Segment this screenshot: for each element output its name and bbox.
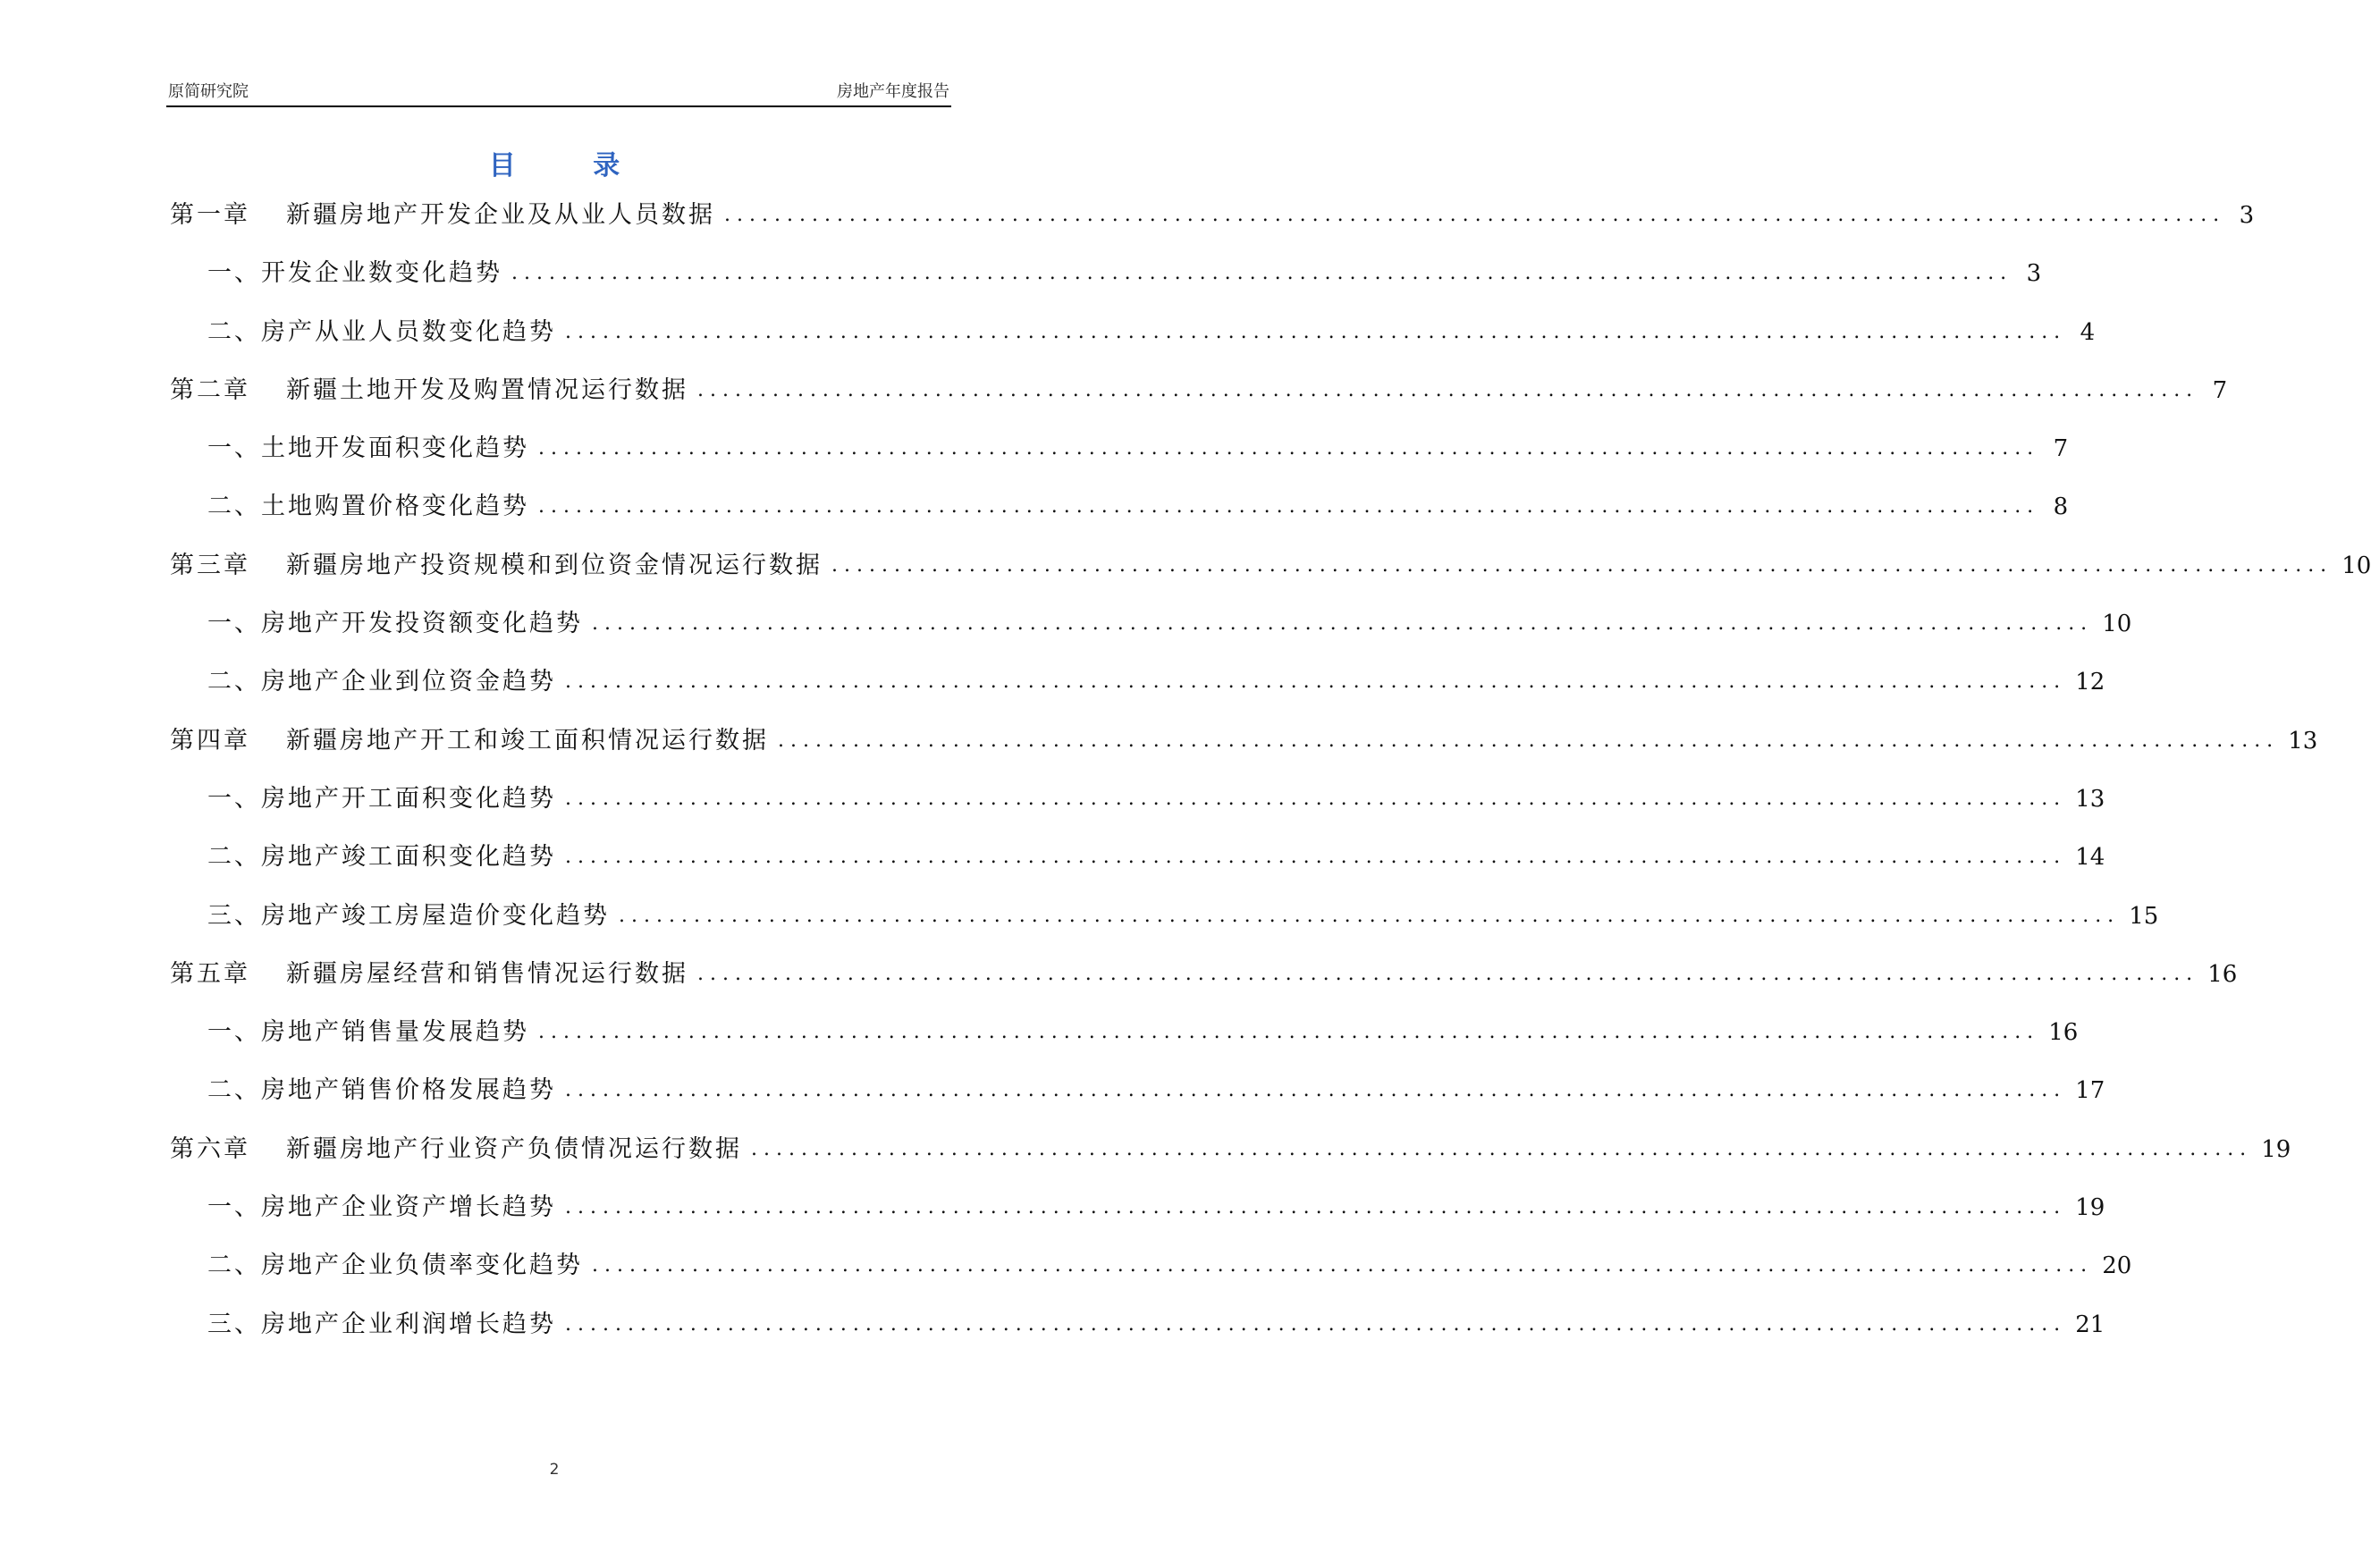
toc-dot-leader: ........................................................................................................................ bbox=[697, 378, 2199, 401]
toc-chapter-number: 第一章 bbox=[170, 201, 250, 229]
toc-entry-title: 一、开发企业数变化趋势 bbox=[207, 259, 502, 288]
header-org-name: 原简研究院 bbox=[168, 82, 249, 101]
toc-page-number: 15 bbox=[2129, 902, 2159, 930]
toc-dot-leader: ........................................................................................................................ bbox=[565, 787, 2067, 810]
toc-dot-leader: ........................................................................................................................ bbox=[751, 1137, 2253, 1160]
toc-chapter-entry[interactable] bbox=[170, 198, 2255, 257]
toc-entry-title: 三、房地产竣工房屋造价变化趋势 bbox=[207, 901, 610, 930]
toc-dot-leader: ........................................................................................................................ bbox=[565, 670, 2067, 694]
toc-entry-title: 三、房地产企业利润增长趋势 bbox=[207, 1310, 556, 1338]
toc-entry-label bbox=[207, 490, 529, 524]
toc-dot-leader: ........................................................................................................................ bbox=[831, 553, 2333, 577]
toc-section-entry[interactable] bbox=[170, 1191, 2105, 1249]
toc-entry-title: 一、房地产销售量发展趋势 bbox=[207, 1018, 529, 1047]
toc-section-entry[interactable] bbox=[170, 1249, 2132, 1307]
toc-dot-leader: ........................................................................................................................ bbox=[538, 495, 2040, 518]
toc-chapter-number: 第四章 bbox=[170, 726, 250, 754]
toc-entry-label bbox=[170, 549, 823, 583]
toc-page-number: 19 bbox=[2261, 1135, 2291, 1163]
toc-entry-label bbox=[170, 724, 769, 758]
toc-dot-leader: ........................................................................................................................ bbox=[619, 904, 2121, 927]
toc-page-number: 20 bbox=[2102, 1252, 2132, 1280]
toc-section-entry[interactable] bbox=[170, 490, 2069, 548]
toc-entry-title: 二、房地产竣工面积变化趋势 bbox=[207, 843, 556, 872]
toc-entry-label bbox=[207, 665, 556, 699]
toc-chapter-number: 第三章 bbox=[170, 551, 250, 579]
toc-page-number: 16 bbox=[2207, 960, 2238, 988]
toc-page-number: 14 bbox=[2075, 844, 2105, 872]
toc-chapter-entry[interactable] bbox=[170, 549, 2371, 607]
toc-entry-title: 新疆房地产行业资产负债情况运行数据 bbox=[286, 1134, 742, 1163]
toc-entry-title: 新疆房屋经营和销售情况运行数据 bbox=[286, 959, 688, 988]
toc-entry-label bbox=[207, 1191, 556, 1225]
page-number: 2 bbox=[549, 1461, 560, 1479]
toc-entry-label bbox=[207, 782, 556, 816]
toc-page-number: 3 bbox=[2239, 202, 2255, 229]
toc-dot-leader: ........................................................................................................................ bbox=[565, 1312, 2067, 1336]
toc-chapter-entry[interactable] bbox=[170, 1133, 2291, 1191]
toc-page-number: 16 bbox=[2048, 1019, 2079, 1047]
toc-entry-title: 新疆房地产投资规模和到位资金情况运行数据 bbox=[286, 551, 823, 579]
page-header bbox=[166, 75, 951, 107]
toc-entry-label bbox=[207, 1074, 556, 1108]
toc-dot-leader: ........................................................................................................................ bbox=[565, 1079, 2067, 1102]
header-report-name: 房地产年度报告 bbox=[837, 82, 949, 101]
toc-entry-label bbox=[207, 1016, 529, 1050]
toc-chapter-entry[interactable] bbox=[170, 724, 2318, 782]
toc-page-number: 10 bbox=[2102, 611, 2132, 638]
toc-section-entry[interactable] bbox=[170, 432, 2069, 490]
toc-page-number: 13 bbox=[2288, 727, 2318, 754]
toc-page-number: 7 bbox=[2212, 376, 2228, 404]
toc-entry-label bbox=[207, 1249, 583, 1283]
toc-page-number: 21 bbox=[2075, 1311, 2105, 1338]
toc-dot-leader: ........................................................................................................................ bbox=[565, 320, 2067, 343]
toc-entry-label bbox=[207, 432, 529, 466]
toc-entry-title: 一、房地产企业资产增长趋势 bbox=[207, 1193, 556, 1222]
toc-dot-leader: ........................................................................................................................ bbox=[538, 437, 2040, 460]
toc-dot-leader: ........................................................................................................................ bbox=[778, 729, 2280, 752]
toc-entry-label bbox=[207, 607, 583, 641]
toc-section-entry[interactable] bbox=[170, 1308, 2105, 1366]
toc-section-entry[interactable] bbox=[170, 257, 2042, 315]
toc-section-entry[interactable] bbox=[170, 1016, 2079, 1074]
toc-entry-title: 新疆房地产开工和竣工面积情况运行数据 bbox=[286, 726, 769, 754]
toc-entry-title: 新疆土地开发及购置情况运行数据 bbox=[286, 375, 688, 404]
toc-entry-label bbox=[170, 1133, 742, 1167]
toc-entry-title: 二、房产从业人员数变化趋势 bbox=[207, 317, 556, 346]
toc-chapter-number: 第二章 bbox=[170, 375, 250, 404]
toc-page-number: 3 bbox=[2026, 260, 2042, 288]
toc-heading: 目 录 bbox=[488, 150, 654, 181]
toc-page-number: 7 bbox=[2053, 435, 2069, 463]
toc-chapter-number: 第六章 bbox=[170, 1134, 250, 1163]
toc-page-number: 19 bbox=[2075, 1194, 2105, 1222]
toc-entry-title: 二、土地购置价格变化趋势 bbox=[207, 493, 529, 521]
toc-entry-title: 一、土地开发面积变化趋势 bbox=[207, 434, 529, 463]
toc-dot-leader: ........................................................................................................................ bbox=[565, 1196, 2067, 1219]
toc-section-entry[interactable] bbox=[170, 782, 2105, 840]
toc-section-entry[interactable] bbox=[170, 1074, 2105, 1132]
toc-section-entry[interactable] bbox=[170, 840, 2105, 898]
toc-page-number: 10 bbox=[2341, 552, 2371, 579]
toc-dot-leader: ........................................................................................................................ bbox=[697, 962, 2199, 985]
toc-dot-leader: ........................................................................................................................ bbox=[565, 846, 2067, 869]
toc-dot-leader: ........................................................................................................................ bbox=[538, 1021, 2040, 1044]
toc-section-entry[interactable] bbox=[170, 607, 2132, 665]
toc-entry-label bbox=[207, 257, 502, 291]
toc-entry-title: 一、房地产开发投资额变化趋势 bbox=[207, 610, 583, 638]
toc-dot-leader: ........................................................................................................................ bbox=[511, 262, 2013, 285]
toc-entry-label bbox=[207, 840, 556, 874]
table-of-contents bbox=[170, 198, 2371, 1366]
toc-dot-leader: ........................................................................................................................ bbox=[592, 612, 2094, 636]
toc-dot-leader: ........................................................................................................................ bbox=[592, 1254, 2094, 1277]
toc-chapter-number: 第五章 bbox=[170, 959, 250, 988]
toc-page-number: 12 bbox=[2075, 669, 2105, 696]
toc-chapter-entry[interactable] bbox=[170, 957, 2238, 1016]
toc-page-number: 4 bbox=[2080, 318, 2096, 346]
toc-entry-title: 二、房地产企业负债率变化趋势 bbox=[207, 1252, 583, 1280]
toc-entry-label bbox=[170, 957, 688, 991]
toc-entry-title: 一、房地产开工面积变化趋势 bbox=[207, 784, 556, 813]
toc-section-entry[interactable] bbox=[170, 665, 2105, 723]
toc-entry-label bbox=[207, 1308, 556, 1342]
toc-entry-label bbox=[207, 899, 610, 933]
toc-entry-label bbox=[170, 374, 688, 408]
toc-page-number: 13 bbox=[2075, 785, 2105, 813]
toc-entry-title: 二、房地产企业到位资金趋势 bbox=[207, 668, 556, 696]
toc-page-number: 17 bbox=[2075, 1077, 2105, 1105]
toc-dot-leader: ........................................................................................................................ bbox=[724, 204, 2226, 226]
toc-entry-label bbox=[207, 316, 556, 350]
toc-section-entry[interactable] bbox=[170, 899, 2159, 957]
toc-entry-label bbox=[170, 198, 715, 232]
toc-entry-title: 新疆房地产开发企业及从业人员数据 bbox=[286, 201, 715, 229]
toc-page-number: 8 bbox=[2053, 493, 2069, 521]
toc-entry-title: 二、房地产销售价格发展趋势 bbox=[207, 1076, 556, 1105]
toc-section-entry[interactable] bbox=[170, 316, 2096, 374]
toc-chapter-entry[interactable] bbox=[170, 374, 2228, 432]
